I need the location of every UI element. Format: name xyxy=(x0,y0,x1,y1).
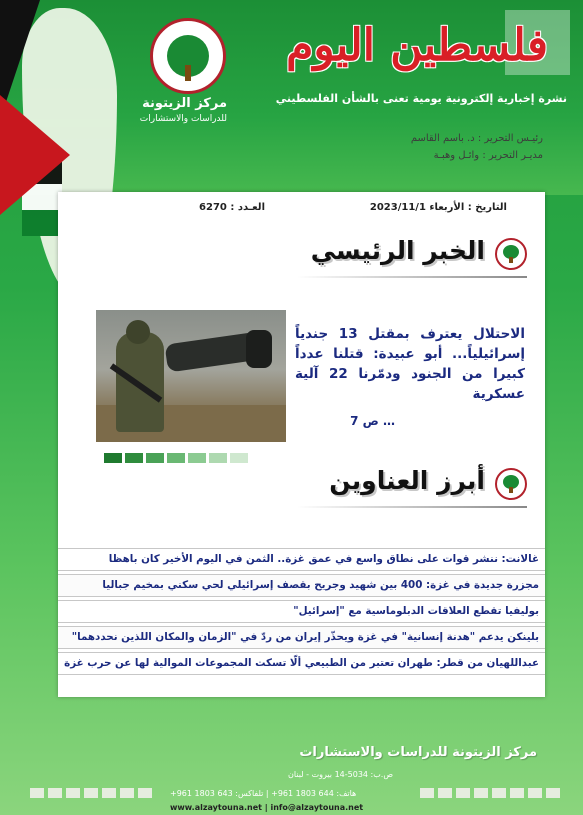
headlines-title: أبرز العناوين xyxy=(329,466,485,495)
org-subtitle: للدراسات والاستشارات xyxy=(139,114,227,124)
section-divider xyxy=(297,276,527,278)
content-card xyxy=(58,192,545,697)
headline-item[interactable]: مجزرة جديدة في غزة: 400 بين شهيد وجريح بقصف إسرائيلي لحي سكني بمخيم جباليا xyxy=(58,574,545,597)
footer-org-name: مركز الزيتونة للدراسات والاستشارات xyxy=(299,745,537,760)
editor-in-chief: رئيـس التحرير : د. باسم القاسم xyxy=(410,133,543,144)
newsletter-title: فلسطين اليوم xyxy=(286,20,548,71)
section-divider xyxy=(297,506,527,508)
footer-website-link[interactable]: www.alzaytouna.net | info@alzaytouna.net xyxy=(170,803,364,812)
managing-editor: مديـر التحرير : وائـل وهبـة xyxy=(433,150,543,161)
main-news-title: الخبر الرئيسي xyxy=(310,236,485,265)
main-news-page-ref[interactable]: … ص 7 xyxy=(350,414,395,428)
headline-item[interactable]: غالانت: ننشر قوات على نطاق واسع في عمق غزة.. الثمن في اليوم الأخير كان باهظا xyxy=(58,548,545,571)
headlines-section-header xyxy=(267,464,527,508)
issue-number: العـدد : 6270 xyxy=(199,202,265,213)
zaytouna-logo-icon xyxy=(150,18,226,94)
headline-item[interactable]: بوليفيا تقطع العلاقات الدبلوماسية مع "إسرائيل" xyxy=(58,600,545,623)
main-news-section-header xyxy=(267,234,527,278)
headline-item[interactable]: بلينكن يدعم "هدنة إنسانية" في غزة ويحذّر إيران من ردّ في "الزمان والمكان اللذين نحددهما" xyxy=(58,626,545,649)
main-news-photo[interactable] xyxy=(96,310,286,442)
footer-address: ص.ب: 5034-14 بيروت - لبنان xyxy=(288,770,393,779)
newsletter-subtitle: نشرة إخبارية إلكترونية يومية تعنى بالشأن الفلسطيني xyxy=(275,92,567,105)
footer-contact: هاتف: 644 1803 961+ | تلفاكس: 643 1803 961+ xyxy=(170,789,357,798)
main-news-headline[interactable]: الاحتلال يعترف بمقتل 13 جندياً إسرائيلياً... أبو عبيدة: قتلنا عدداً كبيرا من الجنود ودمّرنا 22 آلية عسكرية xyxy=(295,326,525,402)
org-name: مركز الزيتونة xyxy=(142,96,227,111)
section-logo-icon xyxy=(495,238,527,270)
headline-item[interactable]: عبداللهيان من قطر: طهران تعتبر من الطبيعي ألّا تسكت المجموعات الموالية لها عن حرب غزة xyxy=(58,652,545,675)
photo-decor-strip xyxy=(104,448,251,467)
section-logo-icon xyxy=(495,468,527,500)
headlines-list xyxy=(58,548,545,678)
issue-date: التاريخ : الأربعاء 2023/11/1 xyxy=(369,202,507,213)
